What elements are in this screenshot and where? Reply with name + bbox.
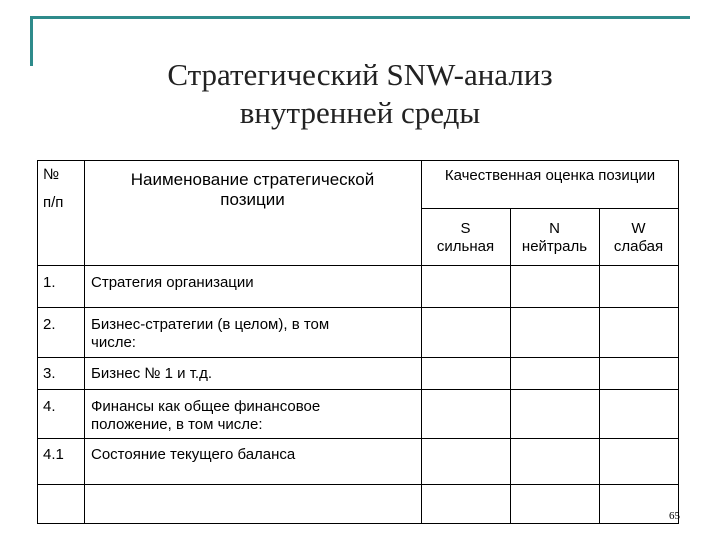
row-4-line2: положение, в том числе: — [91, 416, 263, 433]
page-number: 65 — [669, 510, 680, 522]
row-2-line2: числе: — [91, 334, 136, 351]
row-2-num: 2. — [43, 316, 56, 333]
table-bottom-border — [37, 523, 679, 524]
header-w-letter: W — [631, 220, 646, 237]
table-right-border — [678, 160, 679, 524]
table-top-border — [37, 160, 679, 161]
row-sep-2 — [37, 307, 679, 308]
row-sep-6 — [37, 484, 679, 485]
row-4-line1: Финансы как общее финансовое — [91, 398, 321, 415]
row-1-num: 1. — [43, 274, 56, 291]
header-n-letter: N — [549, 220, 560, 237]
title-line-2: внутренней среды — [239, 95, 481, 130]
col-sep-name — [421, 160, 422, 524]
header-name — [90, 170, 415, 210]
row-3-name: Бизнес № 1 и т.д. — [91, 365, 213, 382]
header-s-letter: S — [460, 220, 471, 237]
header-w — [599, 220, 678, 256]
row-sep-3 — [37, 357, 679, 358]
header-n-word: нейтраль — [521, 238, 588, 255]
row-4-name — [91, 398, 320, 434]
row-sep-4 — [37, 389, 679, 390]
header-s-word: сильная — [436, 238, 495, 255]
title-line-1: Стратегический SNW-анализ — [167, 57, 553, 92]
header-w-word: слабая — [613, 238, 664, 255]
row-1-name: Стратегия организации — [91, 274, 254, 291]
table-left-border — [37, 160, 38, 524]
assessment-divider — [421, 208, 679, 209]
top-accent-line — [30, 16, 690, 19]
row-sep-1 — [37, 265, 679, 266]
row-5-name: Состояние текущего баланса — [91, 446, 296, 463]
header-name-line2: позиции — [220, 190, 285, 209]
col-sep-num — [84, 160, 85, 524]
header-name-line1: Наименование стратегической — [130, 170, 375, 189]
row-sep-5 — [37, 438, 679, 439]
row-4-num: 4. — [43, 398, 56, 415]
header-num-line2: п/п — [43, 194, 64, 211]
header-assessment: Качественная оценка позиции — [444, 167, 656, 184]
header-n — [510, 220, 599, 256]
row-2-line1: Бизнес-стратегии (в целом), в том — [91, 316, 330, 333]
header-num-line1: № — [43, 166, 60, 183]
row-5-num: 4.1 — [43, 446, 64, 463]
row-3-num: 3. — [43, 365, 56, 382]
header-num — [43, 166, 63, 212]
row-2-name — [91, 316, 329, 352]
header-s — [421, 220, 510, 256]
slide-title — [0, 56, 720, 132]
